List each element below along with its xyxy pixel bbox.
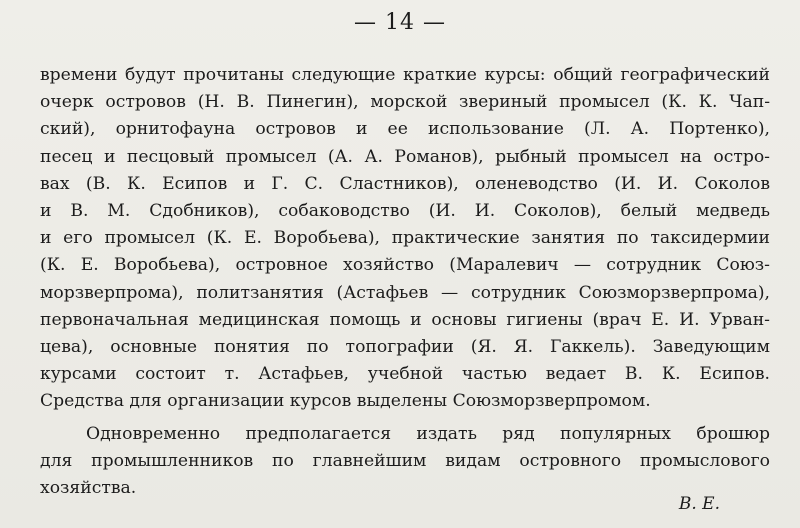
- text-line: Одновременно предполагается издать ряд популярных брошюр: [86, 423, 770, 444]
- author-signature: В. Е.: [678, 494, 720, 514]
- text-line: очерк островов (Н. В. Пинегин), морской звериный промысел (К. К. Чап-: [40, 92, 770, 113]
- paragraph-courses: [40, 62, 770, 416]
- text-line: морзверпрома), политзанятия (Астафьев — сотрудник Союзморзверпрома),: [40, 282, 770, 303]
- body-text: [40, 62, 770, 502]
- page-number: — 14 —: [354, 10, 446, 35]
- text-line: и В. М. Сдобников), собаководство (И. И. Соколов), белый медведь: [40, 201, 770, 222]
- text-line: и его промысел (К. Е. Воробьева), практические занятия по таксидермии: [40, 228, 770, 249]
- text-line: курсами состоит т. Астафьев, учебной частью ведает В. К. Есипов.: [40, 364, 770, 385]
- text-line: для промышленников по главнейшим видам островного промыслового: [40, 450, 770, 471]
- text-line: хозяйства.: [40, 478, 137, 499]
- text-line: первоначальная медицинская помощь и основы гигиены (врач Е. И. Урван-: [40, 309, 770, 330]
- text-line: вах (В. К. Есипов и Г. С. Сластников), оленеводство (И. И. Соколов: [40, 173, 770, 194]
- text-line: Средства для организации курсов выделены Союзморзверпромом.: [40, 391, 651, 412]
- text-line: цева), основные понятия по топографии (Я. Я. Гаккель). Заведующим: [40, 337, 770, 358]
- paragraph-brochures: [40, 421, 770, 503]
- text-line: времени будут прочитаны следующие краткие курсы: общий географический: [40, 65, 770, 85]
- text-line: (К. Е. Воробьева), островное хозяйство (Маралевич — сотрудник Союз-: [40, 255, 770, 276]
- text-line: ский), орнитофауна островов и ее использование (Л. А. Портенко),: [40, 119, 770, 140]
- text-line: песец и песцовый промысел (А. А. Романов), рыбный промысел на остро-: [40, 146, 770, 167]
